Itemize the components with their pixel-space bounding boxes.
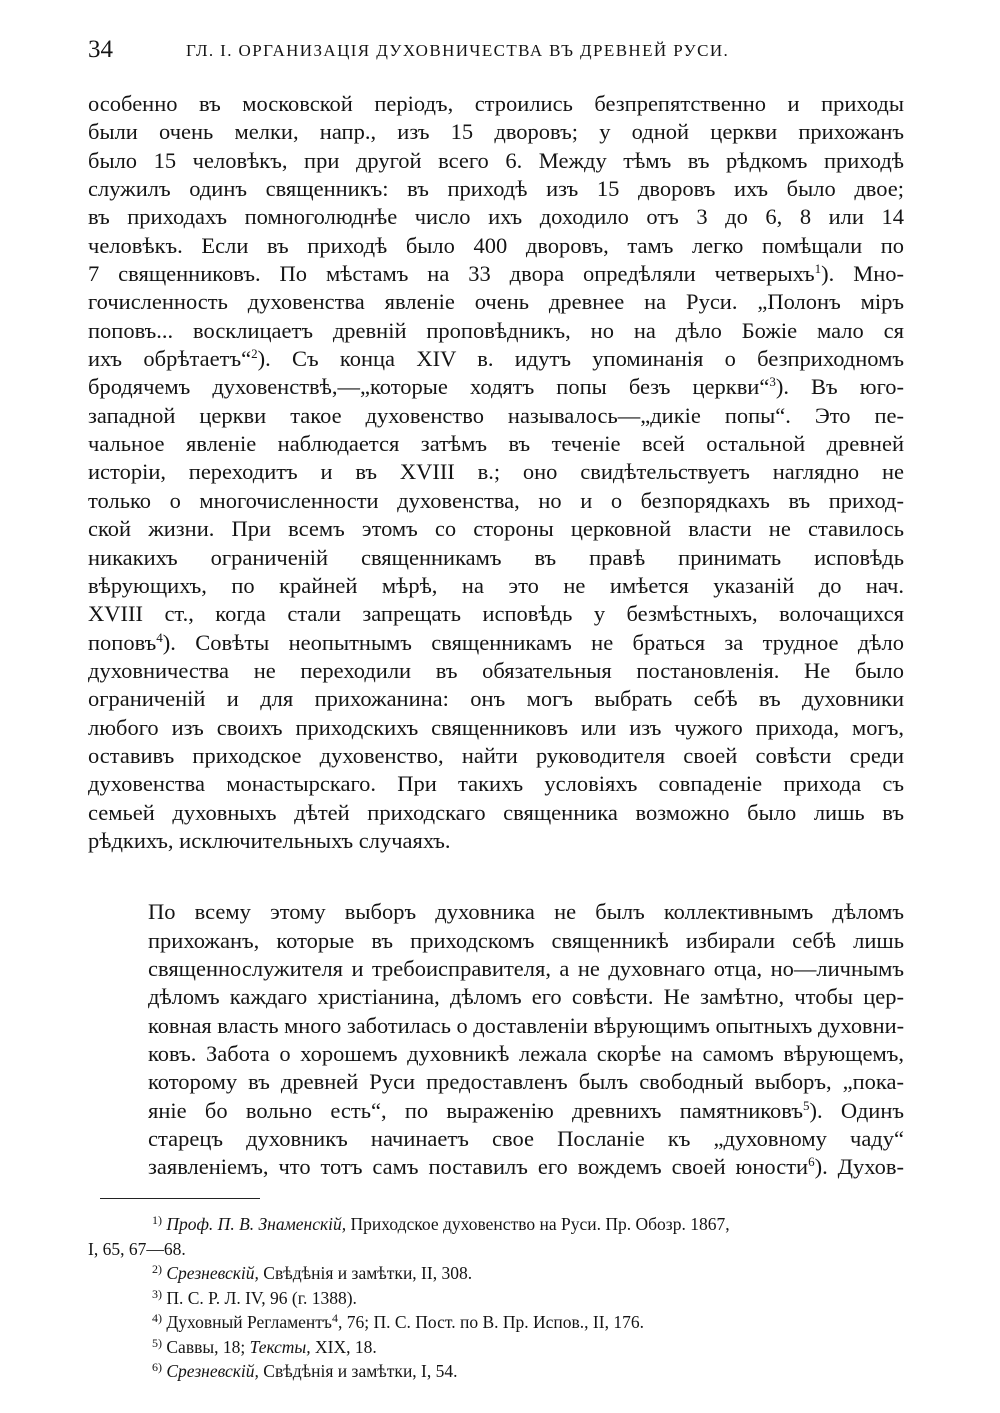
footnote-2 — [88, 1261, 904, 1286]
text-line: прихожанъ, которые въ приходскомъ священникѣ избирали себѣ лишь — [148, 927, 904, 953]
text-line: старецъ духовникъ начинаетъ свое Посланіе къ „духовному чаду“ — [148, 1126, 904, 1152]
text-segment: ). Одинъ — [809, 1097, 905, 1123]
footnote-text: , 76; П. С. Пост. по В. Пр. Испов., II, 176. — [337, 1312, 644, 1332]
text-line: священнослужителя и требоисправителя, а не духовнаго отца, но—личнымъ — [148, 955, 904, 981]
footnote-text: Свѣдѣнія и замѣтки, II, 308. — [258, 1263, 473, 1283]
text-line: которому въ древней Руси предоставленъ былъ свободный выборъ, „пока- — [148, 1069, 904, 1095]
body-text — [88, 90, 904, 1182]
footnote-1 — [88, 1212, 904, 1261]
footnote-text: XIX, 18. — [310, 1336, 377, 1357]
footnote-divider — [100, 1198, 260, 1199]
text-line: семьей духовныхъ дѣтей приходскаго священника возможно было лишь въ — [88, 799, 904, 825]
text-segment: ). Въ юго- — [775, 374, 904, 400]
text-line: служилъ одинъ священникъ: въ приходѣ изъ 15 дворовъ ихъ было двое; — [88, 176, 904, 202]
footnote-5 — [88, 1335, 904, 1360]
footnote-text: Свѣдѣнія и замѣтки, I, 54. — [258, 1361, 458, 1381]
footnote-text: П. С. Р. Л. IV, 96 (г. 1388). — [166, 1287, 357, 1308]
text-segment: 7 священниковъ. По мѣстамъ на 33 двора опредѣляли четверыхъ — [88, 261, 815, 287]
footnote-mark: 2) — [152, 1262, 162, 1276]
paragraph-2 — [88, 898, 904, 1181]
footnote-ref: 5 — [803, 1097, 810, 1113]
footnote-mark: 1) — [152, 1213, 162, 1227]
footnote-ref: 4 — [156, 629, 163, 645]
text-segment: бродячемъ духовенствѣ,—„которые ходятъ попы безъ церкви“ — [88, 374, 770, 400]
footnote-ref: 1 — [814, 261, 822, 277]
footnote-ref: 3 — [769, 374, 776, 390]
page-number: 34 — [88, 36, 113, 63]
text-line: человѣкъ. Если въ приходѣ было 400 дворовъ, тамъ легко помѣщали по — [88, 232, 904, 258]
footnote-author: Проф. П. В. Знаменскій, — [166, 1214, 347, 1234]
footnote-mark: 5) — [152, 1335, 162, 1350]
footnote-italic: Тексты, — [249, 1336, 311, 1357]
running-head: ГЛ. I. ОРГАНИЗАЦІЯ ДУХОВНИЧЕСТВА ВЪ ДРЕВНЕЙ РУСИ. — [186, 41, 730, 60]
text-line — [88, 1153, 904, 1181]
page-header — [88, 36, 908, 66]
footnote-mark: 4) — [152, 1311, 162, 1325]
footnote-text: Духовный Регламентъ — [166, 1312, 332, 1332]
text-line: никакихъ ограниченій священникамъ въ правѣ принимать исповѣдь — [88, 544, 904, 570]
text-line — [88, 260, 904, 288]
text-segment: ). Духов- — [814, 1154, 904, 1180]
text-line — [88, 629, 904, 657]
text-line — [88, 345, 904, 373]
footnote-continuation: I, 65, 67—68. — [88, 1238, 186, 1259]
text-segment: ихъ обрѣтаетъ“ — [88, 346, 252, 372]
text-line — [88, 1097, 904, 1125]
text-line: было 15 человѣкъ, при другой всего 6. Между тѣмъ въ рѣдкомъ приходѣ — [88, 147, 904, 173]
footnote-ref: 6 — [808, 1154, 815, 1170]
text-line: духовничества не переходили въ обязательныя постановленія. Не было — [88, 657, 904, 683]
text-line: въ приходахъ помноголюднѣе число ихъ доходило отъ 3 до 6, 8 или 14 — [88, 204, 904, 230]
text-line: вѣрующихъ, по крайней мѣрѣ, на это не имѣется указаній до нач. — [88, 572, 904, 598]
text-line: чальное явленіе наблюдается затѣмъ въ теченіе всей остальной древней — [88, 431, 904, 457]
text-line: По всему этому выборъ духовника не былъ коллективнымъ дѣломъ — [148, 899, 904, 925]
text-line: только о многочисленности духовенства, но и о безпорядкахъ въ приход- — [88, 487, 904, 513]
text-line: ковная власть много заботилась о доставленіи вѣрующимъ опытныхъ духовни- — [148, 1012, 905, 1038]
paragraph-1 — [88, 90, 904, 855]
text-line: ской жизни. При всемъ этомъ со стороны церковной власти не ставилось — [88, 516, 904, 542]
footnote-6 — [88, 1359, 904, 1384]
text-line — [88, 373, 904, 401]
footnote-mark: 6) — [152, 1360, 162, 1374]
text-line: поповъ... восклицаетъ древній проповѣдникъ, но на дѣло Божіе мало ся — [88, 317, 904, 343]
footnote-ref: 2 — [251, 346, 258, 362]
footnotes — [88, 1212, 904, 1384]
footnote-4 — [88, 1310, 904, 1335]
footnote-text: Саввы, 18; — [166, 1336, 250, 1357]
footnote-text: Приходское духовенство на Руси. Пр. Обозр. 1867, — [346, 1214, 730, 1234]
text-segment: поповъ — [88, 629, 157, 655]
text-line: духовенства монастырскаго. При такихъ условіяхъ совпаденіе прихода съ — [88, 771, 904, 797]
footnote-3 — [88, 1286, 904, 1311]
text-line: рѣдкихъ, исключительныхъ случаяхъ. — [88, 827, 451, 853]
footnote-author: Срезневскій, — [166, 1263, 259, 1283]
text-line: ограниченій и для прихожанина: онъ могъ выбрать себѣ въ духовники — [88, 686, 904, 712]
text-segment: яніе бо вольно есть“, по выраженію древнихъ памятниковъ — [148, 1097, 803, 1123]
text-line: дѣломъ каждаго христіанина, дѣломъ его совѣсти. Не замѣтно, чтобы цер- — [148, 984, 904, 1010]
text-segment: ). Мно- — [821, 261, 904, 287]
text-line: особенно въ московской періодъ, строились безпрепятственно и приходы — [88, 91, 904, 116]
text-line: ковъ. Забота о хорошемъ духовникѣ лежала скорѣе на самомъ вѣрующемъ, — [148, 1041, 904, 1066]
text-line: исторіи, переходитъ и въ XVIII в.; оно свидѣтельствуетъ наглядно не — [88, 459, 904, 485]
footnote-author: Срезневскій, — [166, 1361, 259, 1381]
text-line: оставивъ приходское духовенство, найти руководителя своей совѣсти среди — [88, 742, 904, 768]
text-line: были очень мелки, напр., изъ 15 дворовъ; у одной церкви прихожанъ — [88, 119, 904, 145]
text-line: XVIII ст., когда стали запрещать исповѣдь у безмѣстныхъ, волочащихся — [88, 601, 904, 627]
footnote-edition-mark: 4 — [331, 1311, 338, 1325]
text-line: гочисленность духовенства явленіе очень древнее на Руси. „Полонъ міръ — [88, 289, 904, 315]
text-segment: ). Совѣты неопытнымъ священникамъ не браться за трудное дѣло — [162, 629, 904, 655]
text-line: западной церкви такое духовенство называлось—„дикіе попы“. Это пе- — [88, 402, 904, 428]
footnote-mark: 3) — [152, 1286, 162, 1301]
text-segment: заявленіемъ, что тотъ самъ поставилъ его вождемъ своей юности — [148, 1154, 809, 1180]
text-line: любого изъ своихъ приходскихъ священниковъ или изъ чужого прихода, могъ, — [88, 714, 904, 740]
text-segment: ). Съ конца XIV в. идутъ упоминанія о безприходномъ — [257, 346, 904, 372]
